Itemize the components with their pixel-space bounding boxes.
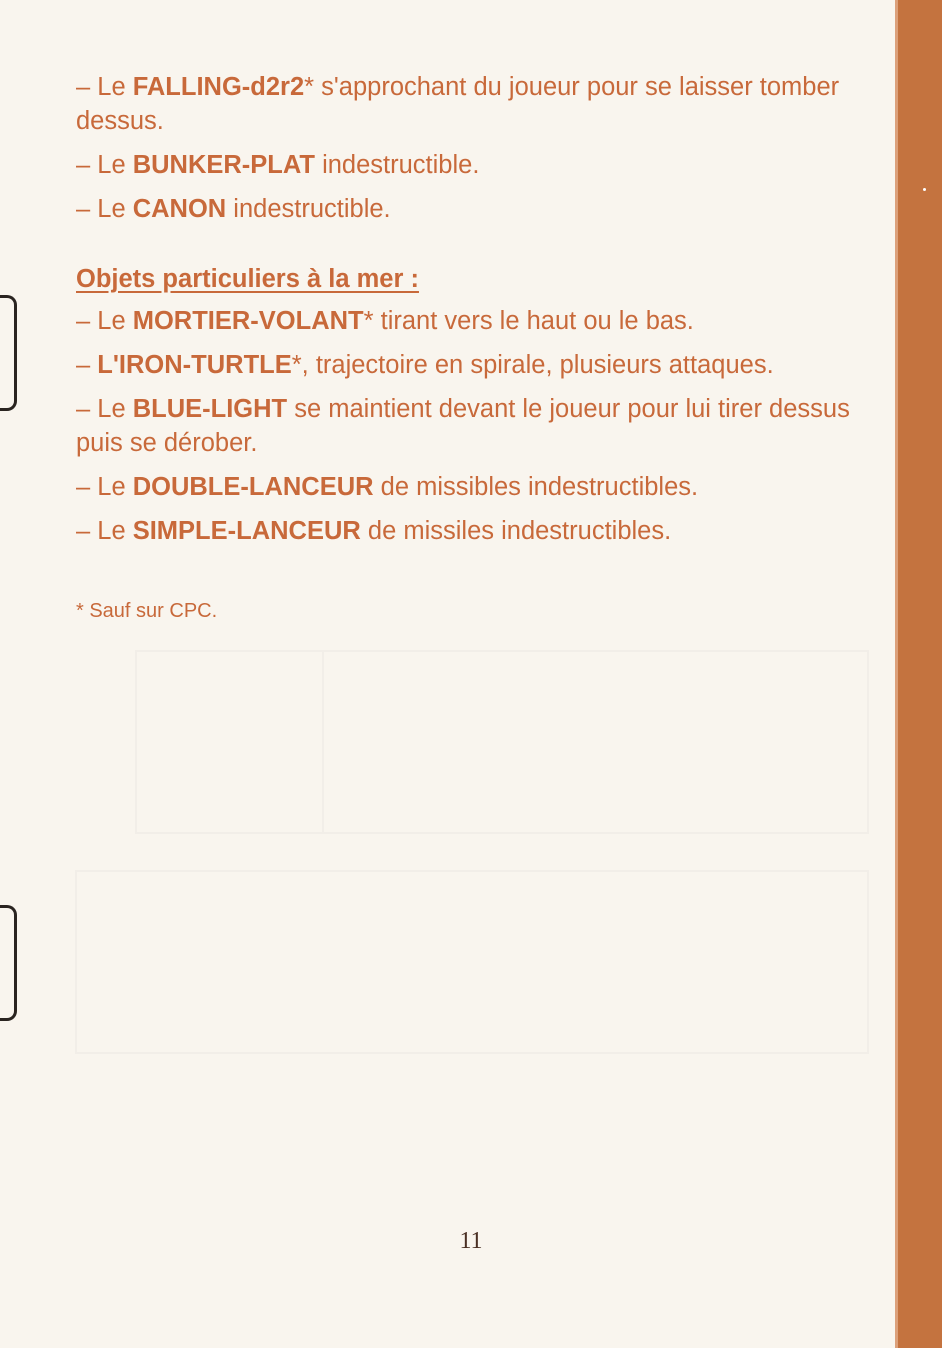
item-description: se maintient devant le joueur pour lui tirer dessus puis se dérober.: [76, 395, 850, 457]
item-name: BLUE-LIGHT: [132, 395, 288, 423]
section-heading: Objets particuliers à la mer :: [76, 265, 419, 293]
binding-clip-top: [0, 295, 17, 411]
item-name: CANON: [132, 195, 227, 223]
list-item: [76, 514, 876, 548]
show-through-table: [135, 650, 869, 834]
item-prefix: –: [76, 351, 98, 379]
item-prefix: – Le: [76, 307, 133, 335]
list-item: [76, 70, 876, 138]
binding-clip-bottom: [0, 905, 17, 1021]
side-color-band: [898, 0, 942, 1348]
list-item: [76, 348, 876, 382]
item-prefix: – Le: [76, 395, 133, 423]
item-name: MORTIER-VOLANT: [132, 307, 364, 335]
item-description: * s'approchant du joueur pour se laisser tomber dessus.: [76, 73, 840, 135]
item-description: de missiles indestructibles.: [360, 517, 672, 545]
show-through-table-divider: [322, 652, 324, 832]
list-item: [76, 304, 876, 338]
item-name: FALLING-d2r2: [132, 73, 305, 101]
item-prefix: – Le: [76, 517, 133, 545]
list-item: [76, 148, 876, 182]
item-name: L'IRON-TURTLE: [97, 351, 292, 379]
item-name: SIMPLE-LANCEUR: [132, 517, 361, 545]
page-content: [76, 70, 876, 624]
item-description: * tirant vers le haut ou le bas.: [363, 307, 694, 335]
item-name: DOUBLE-LANCEUR: [132, 473, 374, 501]
page-number: 11: [459, 1228, 483, 1254]
list-item: [76, 392, 876, 460]
show-through-box: [75, 870, 869, 1054]
enemy-list-part-2: [76, 304, 876, 548]
item-description: de missibles indestructibles.: [373, 473, 699, 501]
item-name: BUNKER-PLAT: [132, 151, 315, 179]
item-prefix: – Le: [76, 473, 133, 501]
footnote: * Sauf sur CPC.: [76, 600, 218, 622]
item-description: indestructible.: [314, 151, 480, 179]
item-prefix: – Le: [76, 73, 133, 101]
list-item: [76, 470, 876, 504]
item-prefix: – Le: [76, 195, 133, 223]
list-item: [76, 192, 876, 226]
item-prefix: – Le: [76, 151, 133, 179]
item-description: indestructible.: [226, 195, 391, 223]
item-description: *, trajectoire en spirale, plusieurs attaques.: [291, 351, 774, 379]
enemy-list-part-1: [76, 70, 876, 226]
paper-speck: [923, 188, 926, 191]
